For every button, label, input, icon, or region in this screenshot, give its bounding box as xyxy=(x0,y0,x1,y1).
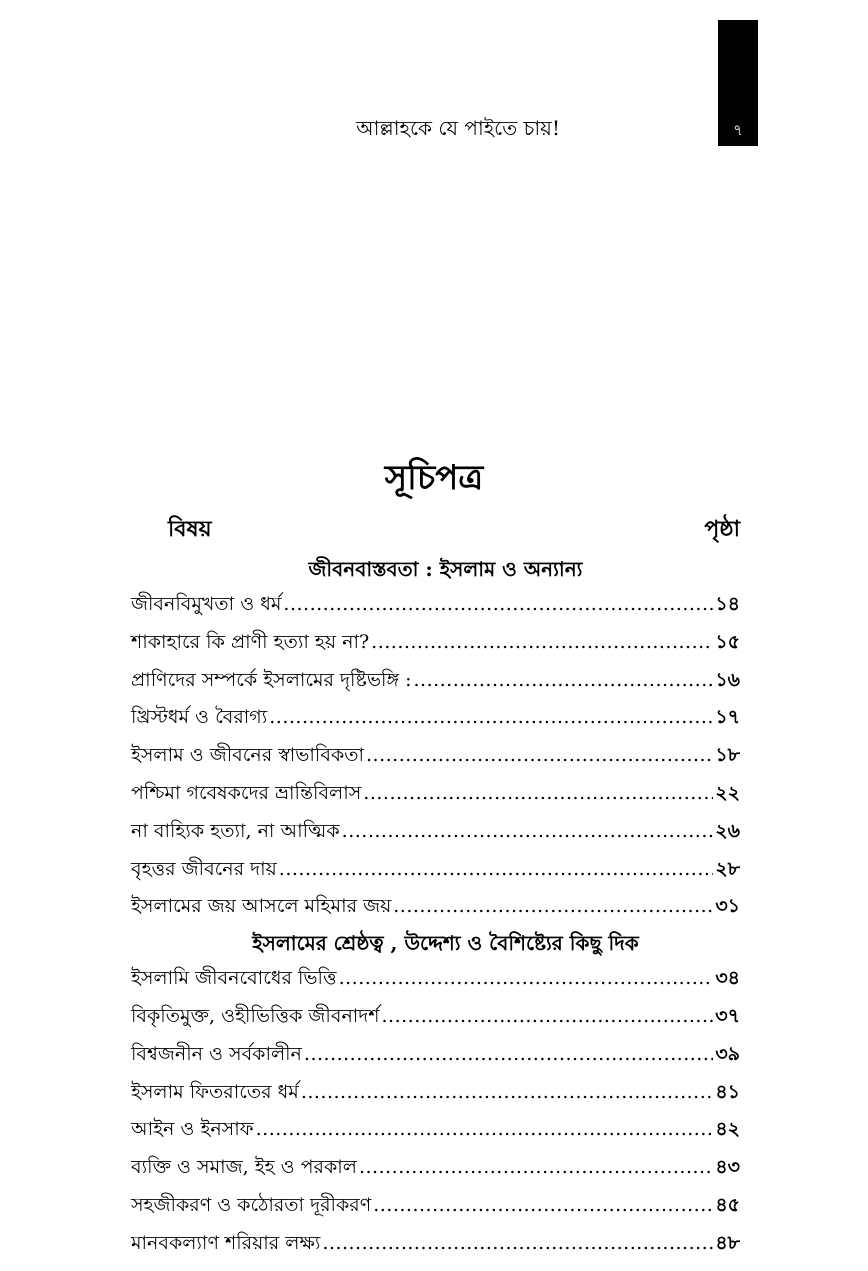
toc-entry-label: ব্যক্তি ও সমাজ, ইহ ও পরকাল xyxy=(131,1156,357,1179)
toc-entry-label: প্রাণিদের সম্পর্কে ইসলামের দৃষ্টিভঙ্গি : xyxy=(131,668,412,691)
toc-entry-label: ইসলামি জীবনবোধের ভিত্তি xyxy=(131,967,337,990)
page-number: ৭ xyxy=(733,121,743,139)
column-header-subject: বিষয় xyxy=(168,516,212,542)
toc-entry-page: ৪৮ xyxy=(715,1231,740,1254)
toc-entry[interactable] xyxy=(131,1225,740,1263)
toc-entry-page: ৪১ xyxy=(715,1080,740,1103)
toc-entry-page: ৩১ xyxy=(715,895,740,918)
table-of-contents xyxy=(131,552,740,1263)
toc-entry-label: ইসলামের জয় আসলে মহিমার জয় xyxy=(131,895,392,918)
toc-entry-label: বিশ্বজনীন ও সর্বকালীন xyxy=(131,1042,302,1065)
toc-entry[interactable] xyxy=(131,775,740,813)
toc-entry-page: ২৮ xyxy=(715,857,740,880)
dot-leader xyxy=(382,998,714,1036)
dot-leader xyxy=(366,737,713,775)
toc-entry[interactable] xyxy=(131,662,740,700)
toc-entry-page: ২২ xyxy=(715,781,740,804)
dot-leader xyxy=(342,813,714,851)
running-header-title: আল্লাহকে যে পাইতে চায়! xyxy=(356,116,560,140)
toc-entry-page: ৩৯ xyxy=(715,1042,740,1065)
toc-entry-page: ৩৪ xyxy=(715,967,740,990)
toc-entry[interactable] xyxy=(131,960,740,998)
column-header-page: পৃষ্ঠা xyxy=(704,516,740,542)
toc-entry-label: আইন ও ইনসাফ xyxy=(131,1118,254,1141)
toc-entry-label: খ্রিস্টধর্ম ও বৈরাগ্য xyxy=(131,706,268,729)
toc-entry[interactable] xyxy=(131,813,740,851)
dot-leader xyxy=(301,1074,714,1112)
dot-leader xyxy=(304,1036,713,1074)
toc-entry-label: ইসলাম ও জীবনের স্বাভাবিকতা xyxy=(131,744,364,767)
toc-entry-page: ৪৫ xyxy=(715,1193,740,1216)
dot-leader xyxy=(256,1111,714,1149)
dot-leader xyxy=(413,662,713,700)
toc-entry-page: ১৪ xyxy=(715,593,740,615)
toc-entry-page: ৪৩ xyxy=(715,1156,740,1179)
dot-leader xyxy=(339,960,714,998)
dot-leader xyxy=(269,699,713,737)
toc-entry-label: মানবকল্যাণ শরিয়ার লক্ষ্য xyxy=(131,1231,321,1254)
toc-entry[interactable] xyxy=(131,624,740,662)
toc-entry[interactable] xyxy=(131,888,740,926)
toc-entry[interactable] xyxy=(131,1111,740,1149)
toc-entry[interactable] xyxy=(131,1074,740,1112)
toc-entry-label: পশ্চিমা গবেষকদের ভ্রান্তিবিলাস xyxy=(131,781,362,804)
toc-entry[interactable] xyxy=(131,998,740,1036)
toc-entry-label: বৃহত্তর জীবনের দায় xyxy=(131,857,277,880)
toc-entry-label: শাকাহারে কি প্রাণী হত্যা হয় না? xyxy=(131,630,370,653)
toc-entry[interactable] xyxy=(131,586,740,624)
toc-title: সূচিপত্র xyxy=(384,458,484,498)
toc-entry-page: ২৬ xyxy=(715,819,740,842)
toc-entry-page: ১৭ xyxy=(715,706,740,729)
toc-entry-label: না বাহ্যিক হত্যা, না আত্মিক xyxy=(131,819,340,842)
toc-entry-page: ৪২ xyxy=(715,1118,740,1141)
toc-entry-label: সহজীকরণ ও কঠোরতা দূরীকরণ xyxy=(131,1193,372,1216)
dot-leader xyxy=(373,1187,713,1225)
dot-leader xyxy=(371,624,713,662)
toc-entry[interactable] xyxy=(131,1187,740,1225)
toc-section-title: ইসলামের শ্রেষ্ঠত্ব , উদ্দেশ্য ও বৈশিষ্ট্যের কিছু দিক xyxy=(252,931,639,956)
dot-leader xyxy=(279,851,714,889)
dot-leader xyxy=(283,586,713,624)
toc-entry[interactable] xyxy=(131,1149,740,1187)
toc-entry-page: ১৬ xyxy=(715,668,740,691)
toc-entry-page: ১৮ xyxy=(715,744,740,767)
dot-leader xyxy=(363,775,713,813)
dot-leader xyxy=(393,888,713,926)
dot-leader xyxy=(359,1149,713,1187)
toc-entry-label: জীবনবিমুখতা ও ধর্ম xyxy=(131,593,282,615)
toc-entry-label: বিকৃতিমুক্ত, ওহীভিত্তিক জীবনাদর্শ xyxy=(131,1004,380,1027)
toc-entry[interactable] xyxy=(131,737,740,775)
toc-entry-label: ইসলাম ফিতরাতের ধর্ম xyxy=(131,1080,299,1103)
toc-entry[interactable] xyxy=(131,851,740,889)
toc-entry-page: ১৫ xyxy=(715,630,740,653)
page-number-tab xyxy=(718,20,758,146)
toc-entry-page: ৩৭ xyxy=(715,1004,740,1027)
toc-entry[interactable] xyxy=(131,1036,740,1074)
toc-entry[interactable] xyxy=(131,699,740,737)
dot-leader xyxy=(322,1225,713,1263)
toc-section-title: জীবনবাস্তবতা : ইসলাম ও অন্যান্য xyxy=(308,557,583,581)
